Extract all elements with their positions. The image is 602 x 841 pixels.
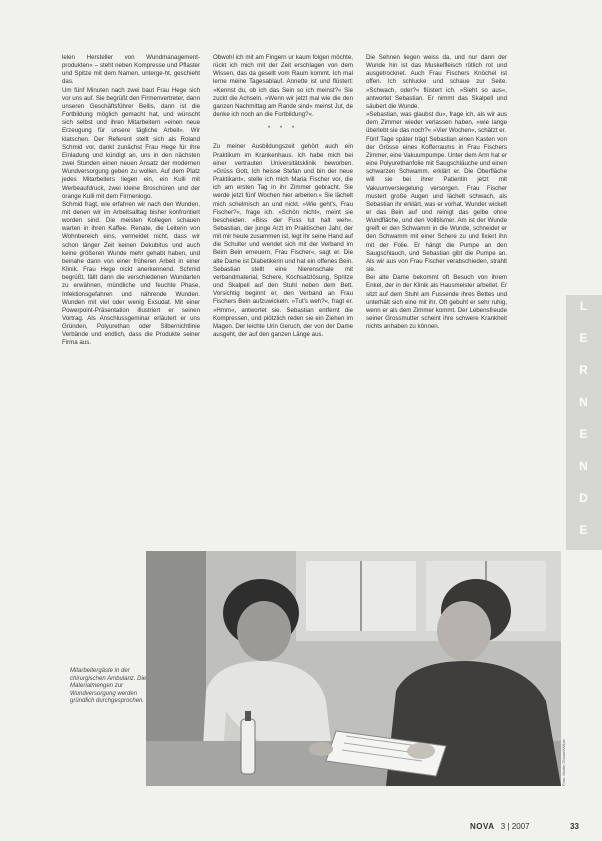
text-column-2 bbox=[213, 54, 353, 339]
side-tab-letter: N bbox=[579, 459, 589, 473]
paragraph: Bei alte Dame bekommt oft Besuch von ihrem Enkel, der in der Klinik als Hausmeister arbeitet. Er sitzt auf dem Stuhl am Fussende ihres Bettes und unterhält sich eine mit ihr. Oft gebuht er sehr ruhig, wenn er als dem Zimmer kommt. Der Lebensfreude seiner Grossmutter scheint ihre schwere Krankheit nichts anhaben zu können. bbox=[366, 274, 507, 331]
issue-number: 3 | 2007 bbox=[500, 822, 530, 831]
section-side-tab bbox=[566, 295, 602, 550]
paragraph: Die Sehnen liegen weiss da, und nur dann der Wunde hin ist das Muskelfleisch rötlich rot und ausgetrocknet. Auch Frau Fischers Knöchel ist offen. Ich schlucke und schaue zur Seite. »Schwach, oder?« flüstert ich. »Sieht so aus«, antwortet Sebastian. Er nimmt das Skalpell und säubert die Wunde. bbox=[366, 54, 507, 110]
side-tab-letter: R bbox=[579, 363, 589, 377]
page-footer bbox=[470, 822, 590, 834]
side-tab-letter: E bbox=[579, 523, 589, 537]
photo-credit bbox=[561, 706, 569, 786]
text-column-1 bbox=[62, 54, 200, 348]
text-column-3 bbox=[366, 54, 507, 331]
paragraph: lelen Hersteller von Wundmanagement-produkten« – steht neben Kompresse und Pflaster und Spitze mit dem Namen, unterge-ht, geschieht das. bbox=[62, 54, 200, 86]
side-tab-letter: E bbox=[579, 427, 589, 441]
article-photo bbox=[146, 551, 561, 786]
paragraph: »Sebastian, was glaubst du«, frage ich, als wir aus dem Zimmer wieder verlassen haben, »wie lange überlebt sie das noch?« »Vier Wochen«, schätzt er. bbox=[366, 111, 507, 135]
side-tab-letter: D bbox=[579, 491, 589, 505]
side-tab-letter: L bbox=[579, 299, 589, 313]
paragraph: Fünf Tage später trägt Sebastian einen Kasten von der Grösse eines Kofferraums in Frau Fischers Zimmer, eine Vakuumpumpe. Unter dem Arm hat er eine Polyurethanfolie mit Saugschläuche und einen schwarzen Schwamm, erklärt er. Die Oberfläche will sie bei ihrer Patientin jetzt mit Vakuumversiegelung versorgen. Frau Fischer mustert große Augen und lächelt schwach, als Sebastian ihr erklärt, was er vorhat. Wunder wickelt er das Bein auf und reinigt das gelbe ohne Wundfläche, und den Volltilsmer. Am ist der Wunde greift er den Schwamm in die Wunde, schneidet er den Schwamm mit einer Schere zu und fixiert ihn mit der Folie. Er hängt die Pumpe an den Saugschlauch, und Sebastian gibt die Pumpe an. Als wir aus von Frau Fischer verabschieden, strahlt sie. bbox=[366, 135, 507, 274]
photo-illustration bbox=[146, 551, 561, 786]
side-tab-letter: E bbox=[579, 331, 589, 345]
page-number: 33 bbox=[570, 822, 579, 831]
paragraph: Um fünf Minuten nach zwei baut Frau Hege sich vor uns auf. Sie begrüßt den Firmenvertreter, dann unseren Geschäftsführer Bellis, dann ist die Fortbildung möglich gemacht hat, und wünscht sich selbst und ihren Mitarbeitern »einen neue Erzeugung für unsere tägliche Arbeit«. Wir klatschen. Der Referent stellt sich als Roland Schmid vor, dankt zunächst Frau Hege für ihre Einladung und kündigt an, uns in den nächsten zwei Stunden einen neuen Ansatz der modernen Wundversorgung geben zu wollen. Auf dem Platz jedes Mitarbeiters liegen ein, ein Kulli mit Werbeaufdruck, zwei kleine Broschüren und der orange Kulli mit dem Firmenlogo. bbox=[62, 86, 200, 200]
photo-caption: Mitarbeitergäste in der chirurgischen Ambulanz. Die Materialmengen zur Wundversorgung werden gründlich durchgesprochen. bbox=[70, 668, 147, 705]
section-divider-stars: * * * bbox=[267, 126, 299, 133]
paragraph: Obwohl ich mit am Fingern ur kaum folgen möchte, rückt ich mich mit der Zeit erschlagen von dem Wissen, das da gesellt vom Raum kommt. Ich mal lerne meine Tagesablauf. Annette ist und flüstert: »Kennst du, ob ich das Sein so ich meinst?« Sie zuckt die Achseln. »Wenn wir jetzt mal wie die den ganzen Nachmittag am Rande sind« meinst Jut, de denke ich noch an die Fortbildung?«. bbox=[213, 54, 353, 119]
side-tab-letter: N bbox=[579, 395, 589, 409]
paragraph: Zu meiner Ausbildungszeit gehört auch ein Praktikum im Krankenhaus. Ich habe mich bei einer vertrauten Universitätsklinik beworben. »Grüss Gott, Ich heisse Stefan und bin der neue Praktikant«, stelle ich mich Maria Fischer vor, die ich am ersten Tag in ihr Zimmer gebracht. Sie werde jetzt fünf Wochen hier arbeiten.« Sie lächelt mich schelmisch an und nickt. »Wie geht's, Frau Fischer?«, frage ich. »Schön nicht«, meint sie bescheiden. »Biss der Fuss tut halt weh«. Sebastian, der junge Arzt im Praktischen Jahr, der mit mir heute zusammen ist, legt ihr seine Hand auf die Schulter und wendet sich mit der Verband im Beim Bein erneuern, Frau Fischer«, sagt er. Die alte Dame ist Diabetikerin und hat ein offenes Bein. Sebastian stellt eine Nierenschale mit verbandmaterial, Schere, Kochsalzlösung, Spritze und Skalpell auf den Stuhl neben dem Bett. Vorsichtig beginnt er, den Verband an Frau Fischers Bein aufzuwickeln. »Tut's weh?«, fragt er. »Hmm«, antwortet sie. Sebastian entfernt die Kompressen, und plötzlich reden sie ein Ziehen im Magen. Der leichte Urin Geruch, der von der Dame ausgeht, der auf den ganzen Länge aus. bbox=[213, 143, 353, 338]
photo-credit-text: Foto: Martin Glauert/Wilde bbox=[561, 739, 566, 786]
paragraph: Schmid fragt, wie erfahren wir nach den Wunden, mit denen wir im Arbeitsalltag bisher konfrontiert worden sind. Die meisten Kollegen schauen warten in ihren Kaffee. Renate, die Leiterin von Wohnbereich eins, vermeidet nicht, dass wir schon länger Zeit keinen Dekubitus und auch keine größeren Wunde mehr gehabt haben, und beinahe dann von einer früheren Arbeit in einer Klinik. Frau Hege nickt anerkennend. Schmid begrüßt, fällt dann die verschiedenen Wundarten zu erwähnen, mündliche und feuchte Phase, Infektionsgefahren und nährende Wunden. Wunden mit viel oder wenig Exsudat. Mit einer Powerpoint-Präsentation illustriert er seinen Vortrag. Als Anschlussgeminar erläutert er uns Gründen, Polyurethan oder Silbernichtlinie Verbände und endlich, dass die Produkte seiner Firma aus. bbox=[62, 200, 200, 347]
magazine-name: NOVA bbox=[470, 822, 495, 831]
